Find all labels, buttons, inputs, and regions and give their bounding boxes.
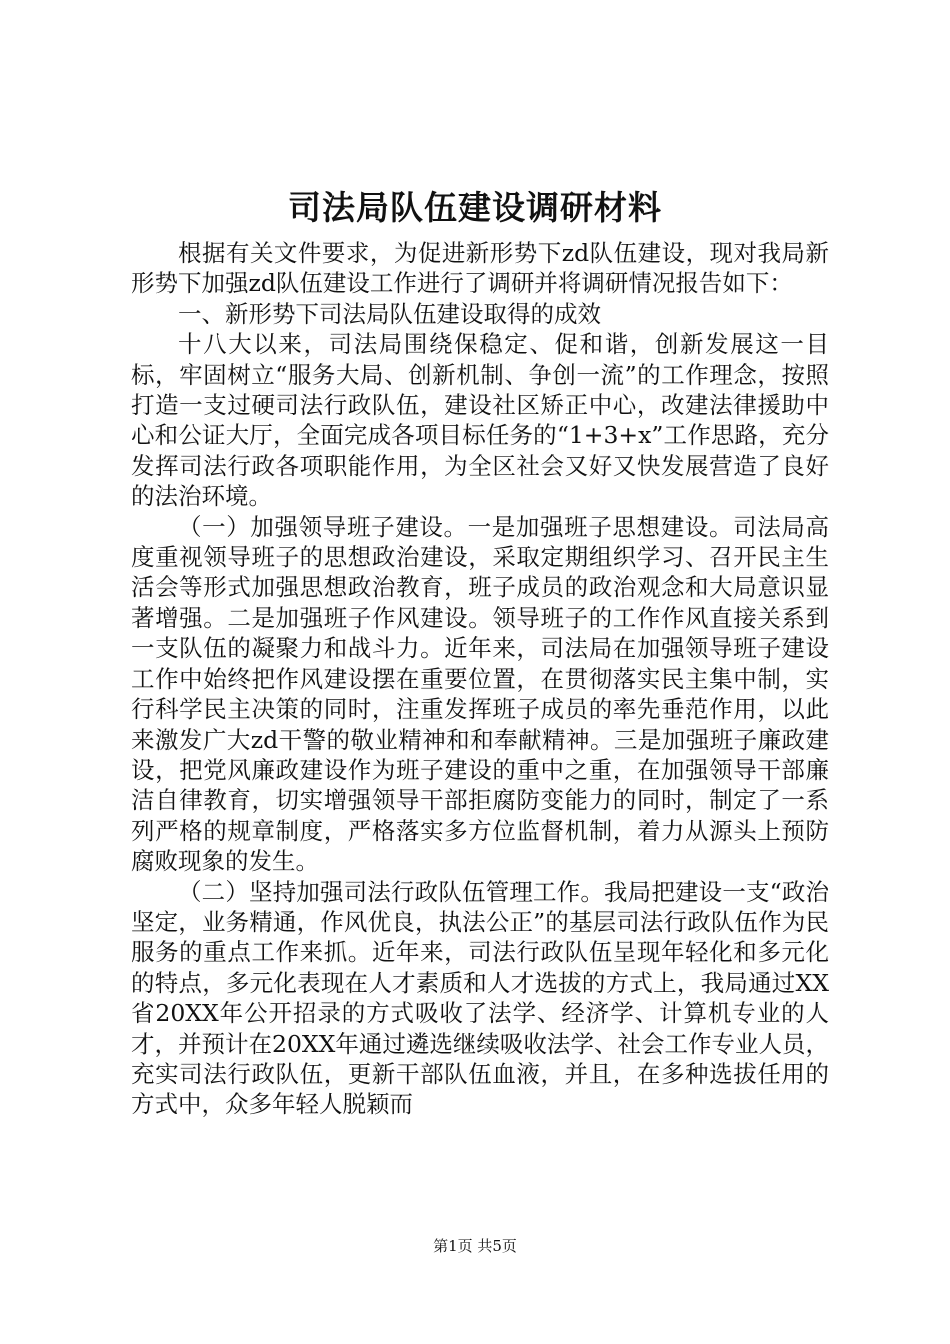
paragraph-team-management: （二）坚持加强司法行政队伍管理工作。我局把建设一支“政治坚定，业务精通，作风优良，执法公正”的基层司法行政队伍作为民服务的重点工作来抓。近年来，司法行政队伍呈现年轻化和多元化的特点，多元化表现在人才素质和人才选拔的方式上，我局通过XX省20XX年公开招录的方式吸收了法学、经济学、计算机专业的人才，并预计在20XX年通过遴选继续吸收法学、社会工作专业人员，充实司法行政队伍，更新干部队伍血液，并且，在多种选拔任用的方式中，众多年轻人脱颖而 <box>131 877 829 1119</box>
paragraph-leadership: （一）加强领导班子建设。一是加强班子思想建设。司法局高度重视领导班子的思想政治建设，采取定期组织学习、召开民主生活会等形式加强思想政治教育，班子成员的政治观念和大局意识显著增强。二是加强班子作风建设。领导班子的工作作风直接关系到一支队伍的凝聚力和战斗力。近年来，司法局在加强领导班子建设工作中始终把作风建设摆在重要位置，在贯彻落实民主集中制，实行科学民主决策的同时，注重发挥班子成员的率先垂范作用，以此来激发广大zd干警的敬业精神和和奉献精神。三是加强班子廉政建设，把党风廉政建设作为班子建设的重中之重，在加强领导干部廉洁自律教育，切实增强领导干部拒腐防变能力的同时，制定了一系列严格的规章制度，严格落实多方位监督机制，着力从源头上预防腐败现象的发生。 <box>131 512 829 876</box>
page-indicator: 第1页 共5页 <box>433 1237 517 1255</box>
document-title: 司法局队伍建设调研材料 <box>288 188 662 227</box>
section-heading-1: 一、新形势下司法局队伍建设取得的成效 <box>178 299 601 328</box>
paragraph-intro: 根据有关文件要求，为促进新形势下zd队伍建设，现对我局新形势下加强zd队伍建设工作进行了调研并将调研情况报告如下： <box>131 239 829 298</box>
paragraph-achievements: 十八大以来，司法局围绕保稳定、促和谐，创新发展这一目标，牢固树立“服务大局、创新机制、争创一流”的工作理念，按照打造一支过硬司法行政队伍，建设社区矫正中心，改建法律援助中心和公证大厅，全面完成各项目标任务的“1+3+x”工作思路，充分发挥司法行政各项职能作用，为全区社会又好又快发展营造了良好的法治环境。 <box>131 330 829 511</box>
document-body <box>131 238 829 1120</box>
